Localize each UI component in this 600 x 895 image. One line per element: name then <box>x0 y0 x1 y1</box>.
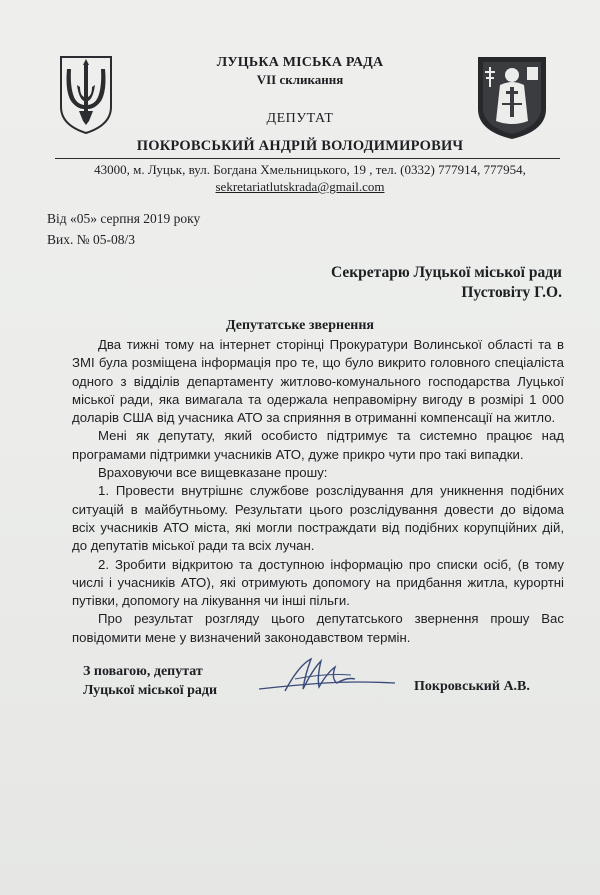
council-title: ЛУЦЬКА МІСЬКА РАДА <box>216 55 384 70</box>
closing-line-2: Луцької міської ради <box>83 683 218 698</box>
letter-date: Від «05» серпня 2019 року <box>47 211 201 226</box>
outgoing-number: Вих. № 05-08/3 <box>47 232 135 247</box>
city-coat-of-arms-icon <box>476 55 548 141</box>
body-paragraph: 1. Провести внутрішнє службове розслідування для уникнення подібних ситуацій в майбутньому. Результати цього розслідування довести до відома всіх учасників АТО міста, які могли постраждати від подібних корупційних дій, до депутатів міської ради та всіх лучан. <box>72 483 564 554</box>
body-paragraph: Два тижні тому на інтернет сторінці Прокуратури Волинської області та в ЗМІ була розміщена інформація про те, що було викрито головного спеціаліста одного з відділів департаменту житлово-комунального господарства Луцької міської ради, яка вимагала та одержала неправомірну вигоду в розмірі 1 000 доларів США від учасника АТО за сприяння в отриманні компенсації на житло. <box>72 337 564 426</box>
trident-emblem-icon <box>59 55 113 135</box>
header-divider <box>55 158 560 159</box>
role-label: ДЕПУТАТ <box>266 111 334 126</box>
closing-block <box>83 662 217 700</box>
body-paragraph: 2. Зробити відкритою та доступною інформацію про списки осіб, (в тому числі і учасників АТО), які отримують допомогу на придбання житла, курортні путівки, допомогу на лікування чи інші пільги. <box>72 556 564 609</box>
handwritten-signature <box>255 655 405 697</box>
convocation-label: VII скликання <box>256 72 344 87</box>
recipient-line-2: Пустовіту Г.О. <box>461 284 562 301</box>
closing-line-1: З повагою, депутат <box>83 664 203 679</box>
letter-body <box>72 336 564 647</box>
recipient-line-1: Секретарю Луцької міської ради <box>330 264 562 281</box>
signer-name: Покровський А.В. <box>414 679 530 694</box>
body-paragraph: Враховуючи все вищевказане прошу: <box>98 465 328 481</box>
email-link[interactable]: sekretariatlutskrada@gmail.com <box>215 179 385 194</box>
address-line: 43000, м. Луцьк, вул. Богдана Хмельницького, 19 , тел. (0332) 777914, 777954, <box>94 162 526 177</box>
body-paragraph: Мені як депутату, який особисто підтримує та системно працює над програмами підтримки учасників АТО, дуже прикро чути про такі випадки. <box>72 428 564 462</box>
document-title: Депутатське звернення <box>225 318 375 333</box>
deputy-name: ПОКРОВСЬКИЙ АНДРІЙ ВОЛОДИМИРОВИЧ <box>136 138 464 154</box>
body-paragraph: Про результат розгляду цього депутатського звернення прошу Вас повідомити мене у визначений законодавством термін. <box>72 611 564 645</box>
